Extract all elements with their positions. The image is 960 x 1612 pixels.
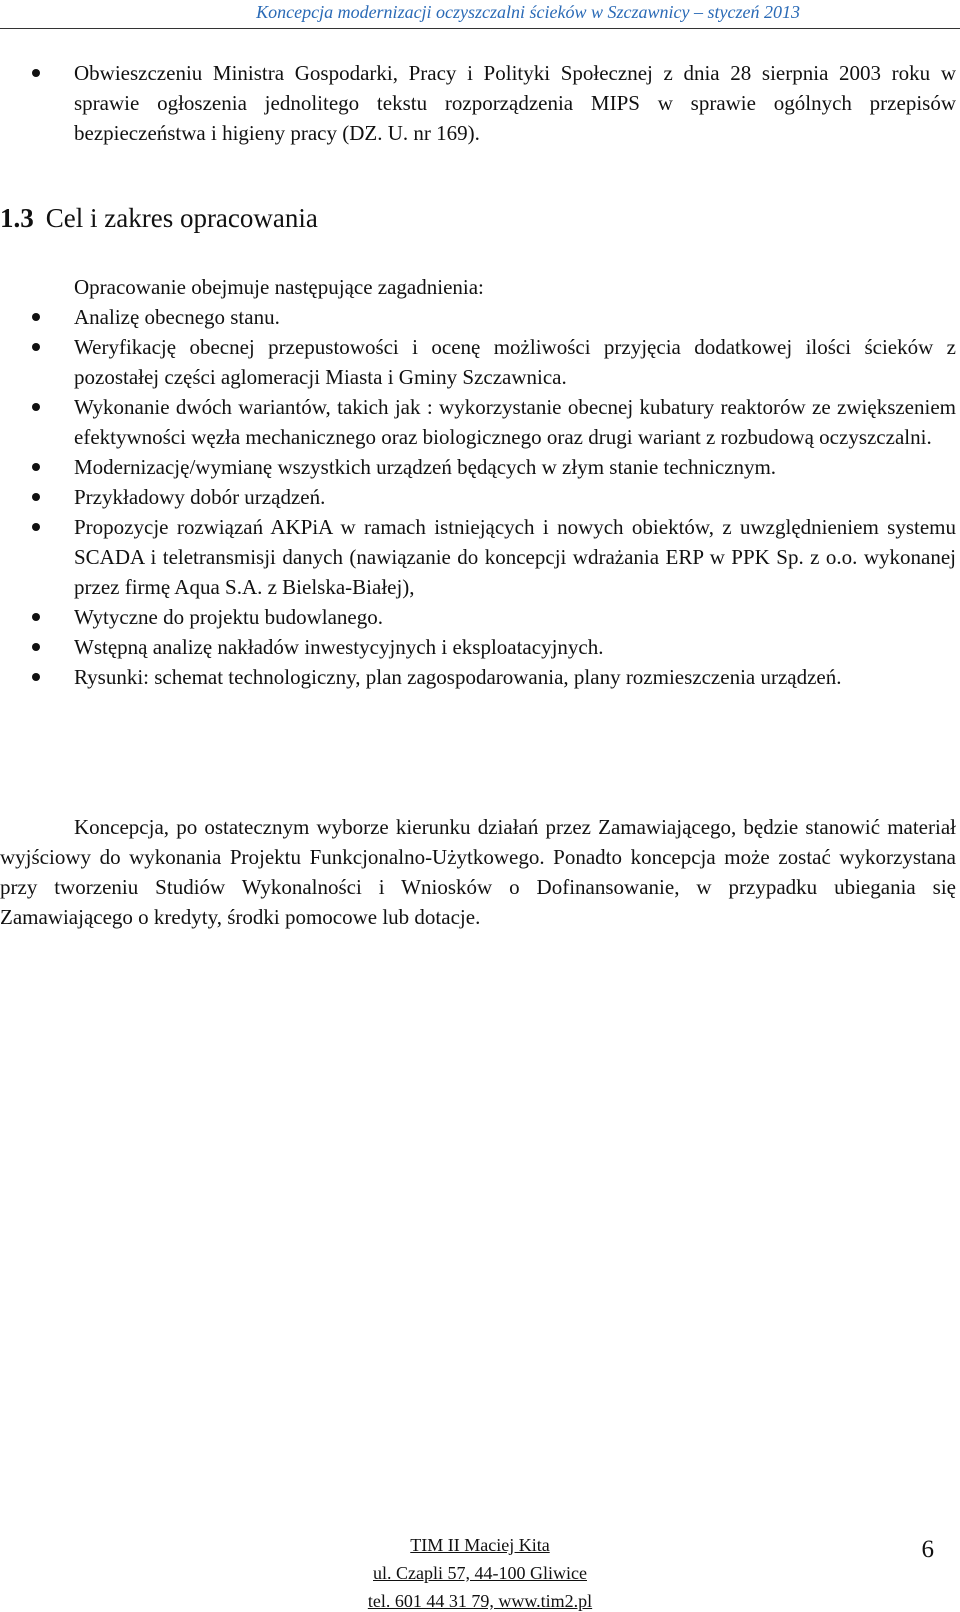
list-item (74, 332, 956, 392)
bullet-icon (32, 643, 40, 651)
header-title: Koncepcja modernizacji oczyszczalni ścieków w Szczawnicy – styczeń 2013 (256, 2, 800, 22)
list-item (74, 512, 956, 602)
list-item (74, 392, 956, 452)
bullet-icon (32, 523, 40, 531)
bullet-list (74, 302, 956, 692)
page-header (0, 2, 960, 29)
list-item-text: Analizę obecnego stanu. (74, 305, 280, 329)
list-item (74, 58, 956, 148)
list-item-text: Obwieszczeniu Ministra Gospodarki, Pracy i Polityki Społecznej z dnia 28 sierpnia 2003 roku w sprawie ogłoszenia jednolitego tekstu rozporządzenia MIPS w sprawie ogólnych przepisów bezpieczeństwa i higieny pracy (DZ. U. nr 169). (74, 61, 956, 145)
bullet-icon (32, 493, 40, 501)
bullet-icon (32, 69, 40, 77)
list-item-text: Propozycje rozwiązań AKPiA w ramach istniejących i nowych obiektów, z uwzględnieniem systemu SCADA i teletransmisji danych (nawiązanie do koncepcji wdrażania ERP w PPK Sp. z o.o. wykonanej przez firmę Aqua S.A. z Bielska-Białej), (74, 515, 956, 599)
bullet-icon (32, 403, 40, 411)
page-number: 6 (921, 1536, 934, 1563)
section-title: Cel i zakres opracowania (45, 203, 318, 233)
footer-company: TIM II Maciej Kita (410, 1535, 550, 1555)
bullet-icon (32, 313, 40, 321)
bullet-icon (32, 673, 40, 681)
list-item-text: Wstępną analizę nakładów inwestycyjnych i eksploatacyjnych. (74, 635, 604, 659)
list-item (74, 632, 956, 662)
list-item (74, 452, 956, 482)
section-heading (0, 198, 318, 238)
list-item (74, 662, 956, 692)
list-item-text: Modernizację/wymianę wszystkich urządzeń będących w złym stanie technicznym. (74, 455, 777, 479)
list-item (74, 482, 956, 512)
section-number: 1.3 (0, 203, 34, 233)
body-paragraph: Koncepcja, po ostatecznym wyborze kierunku działań przez Zamawiającego, będzie stanowić materiał wyjściowy do wykonania Projektu Funkcjonalno-Użytkowego. Ponadto koncepcja może zostać wykorzystana przy tworzeniu Studiów Wykonalności i Wniosków o Dofinansowanie, w przypadku ubiegania się Zamawiającego o kredyty, środki pomocowe lub dotacje. (0, 815, 956, 929)
list-item-text: Wykonanie dwóch wariantów, takich jak : wykorzystanie obecnej kubatury reaktorów ze zwiększeniem efektywności węzła mechanicznego oraz biologicznego oraz drugi wariant z rozbudową oczyszczalni. (74, 395, 956, 449)
footer-contact: tel. 601 44 31 79, www.tim2.pl (367, 1591, 593, 1611)
list-item (74, 302, 956, 332)
section-intro: Opracowanie obejmuje następujące zagadnienia: (74, 275, 484, 299)
bullet-icon (32, 343, 40, 351)
list-item (74, 602, 956, 632)
list-item-text: Weryfikację obecnej przepustowości i ocenę możliwości przyjęcia dodatkowej ilości ścieków z pozostałej części aglomeracji Miasta i Gminy Szczawnica. (74, 335, 956, 389)
list-item-text: Rysunki: schemat technologiczny, plan zagospodarowania, plany rozmieszczenia urządzeń. (74, 665, 842, 689)
footer-address: ul. Czapli 57, 44-100 Gliwice (373, 1563, 587, 1583)
top-bullet (74, 58, 956, 148)
bullet-icon (32, 613, 40, 621)
list-item-text: Wytyczne do projektu budowlanego. (74, 605, 383, 629)
list-item-text: Przykładowy dobór urządzeń. (74, 485, 326, 509)
bullet-icon (32, 463, 40, 471)
